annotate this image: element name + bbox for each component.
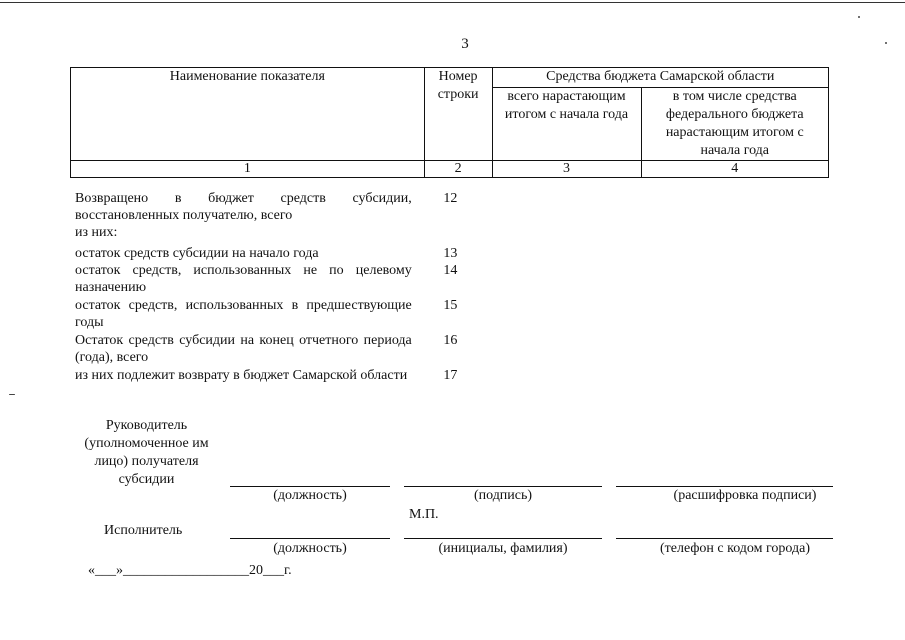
col-line-number-header: Номер строки — [424, 68, 492, 161]
scan-speck — [9, 394, 15, 395]
row-number: 16 — [443, 333, 458, 348]
executor-phone-line — [616, 538, 833, 539]
row-label: Возвращено в бюджет средств субсидии, восстановленных получателю, всего — [75, 191, 412, 223]
row-number: 12 — [443, 191, 458, 206]
executor-phone-caption: (телефон с кодом города) — [659, 541, 811, 556]
executor-label: Исполнитель — [104, 523, 183, 538]
report-rows — [75, 190, 475, 384]
row-label: остаток средств субсидии на начало года — [75, 246, 319, 261]
row-subheading — [75, 224, 475, 241]
position-line — [230, 486, 390, 487]
decode-line — [616, 486, 833, 487]
col-number-4: 4 — [641, 161, 829, 178]
row-label: остаток средств, использованных в предшествующие годы — [75, 298, 412, 330]
executor-position-line — [230, 538, 390, 539]
signature-line — [404, 486, 602, 487]
row-number: 14 — [443, 263, 458, 278]
row-label: Остаток средств субсидии на конец отчетного периода (года), всего — [75, 333, 412, 365]
row-13 — [75, 245, 475, 262]
row-label: из них: — [75, 225, 118, 240]
row-17 — [75, 367, 475, 384]
signature-caption: (подпись) — [473, 488, 533, 503]
row-label: остаток средств, использованных не по целевому назначению — [75, 263, 412, 295]
col-number-1: 1 — [71, 161, 425, 178]
date-line: «___»__________________20___г. — [88, 563, 292, 578]
col-total-header: всего нарастающим итогом с начала года — [492, 88, 641, 161]
col-federal-header: в том числе средства федерального бюджета нарастающим итогом с начала года — [641, 88, 829, 161]
row-14 — [75, 262, 475, 296]
executor-name-line — [404, 538, 602, 539]
row-number — [412, 224, 475, 241]
row-12 — [75, 190, 475, 224]
decode-caption: (расшифровка подписи) — [673, 488, 817, 503]
col-name-header: Наименование показателя — [71, 68, 425, 161]
position-caption: (должность) — [273, 488, 347, 503]
col-number-3: 3 — [492, 161, 641, 178]
scan-speck — [885, 42, 887, 44]
row-number: 13 — [443, 246, 458, 261]
report-header-table — [70, 67, 829, 178]
head-signatory-title: Руководитель (уполномоченное им лицо) получателя субсидии — [84, 418, 209, 487]
row-number: 15 — [443, 298, 458, 313]
col-number-2: 2 — [424, 161, 492, 178]
stamp-place: М.П. — [409, 507, 439, 522]
row-label: из них подлежит возврату в бюджет Самарской области — [75, 368, 408, 383]
row-number: 17 — [443, 368, 458, 383]
row-15 — [75, 297, 475, 331]
row-16 — [75, 332, 475, 366]
budget-group-header: Средства бюджета Самарской области — [492, 68, 828, 88]
executor-initials-caption: (инициалы, фамилия) — [438, 541, 568, 556]
scan-speck — [858, 16, 860, 18]
page-number: 3 — [461, 36, 469, 52]
top-border-line — [0, 2, 905, 3]
executor-position-caption: (должность) — [273, 541, 347, 556]
